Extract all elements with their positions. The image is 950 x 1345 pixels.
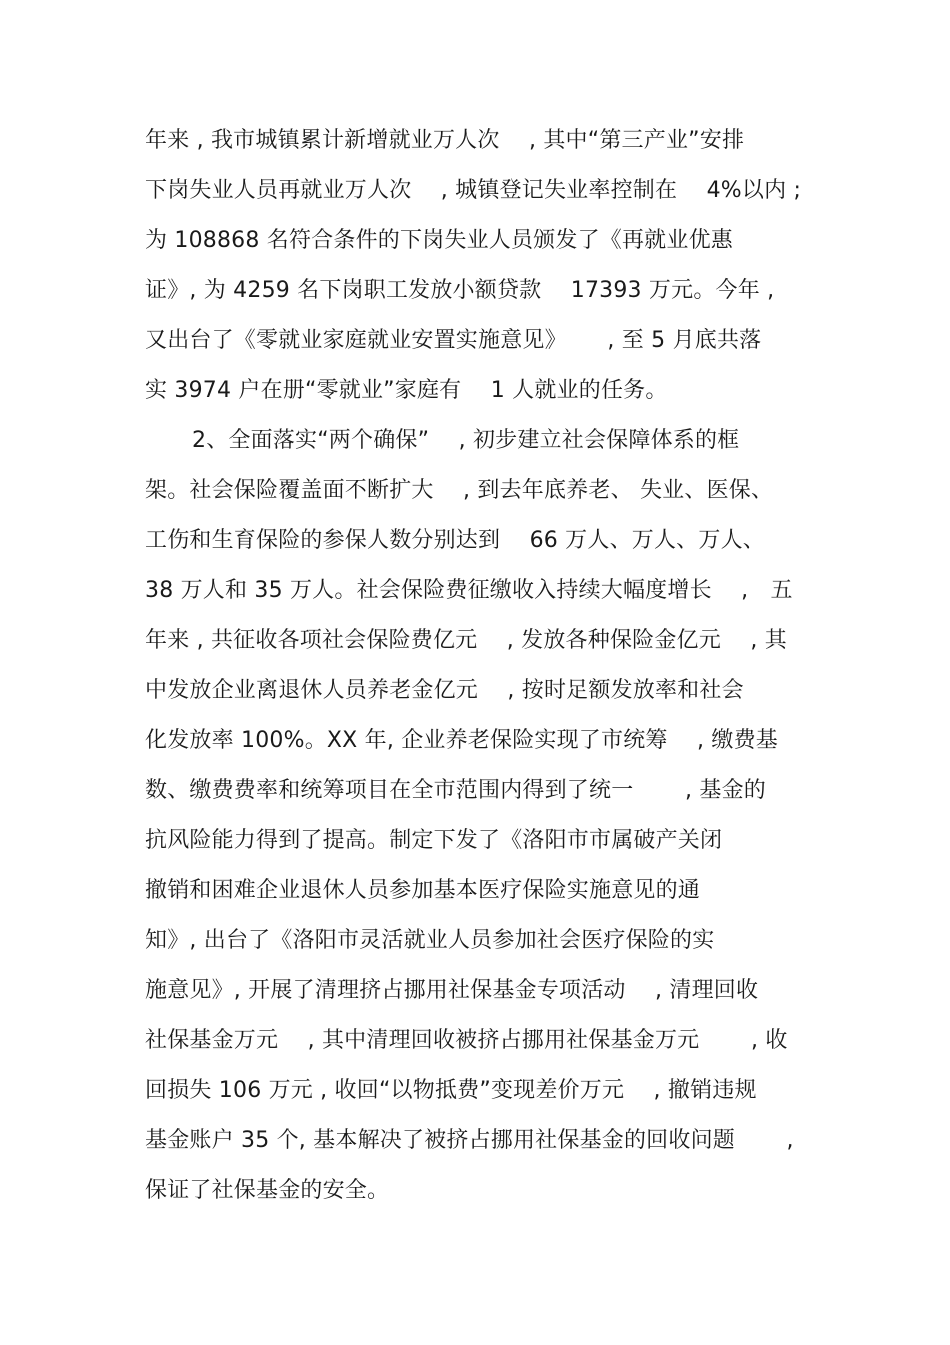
paragraph-line: 保证了社保基金的安全。 bbox=[145, 1178, 390, 1203]
paragraph-line: 抗风险能力得到了提高。制定下发了《洛阳市市属破产关闭 bbox=[145, 828, 723, 853]
paragraph-line: 工伤和生育保险的参保人数分别达到 66 万人、万人、万人、 bbox=[145, 528, 765, 553]
paragraph-line: 中发放企业离退休人员养老金亿元 , 按时足额发放率和社会 bbox=[145, 678, 744, 703]
section-heading-line: 2、全面落实“两个确保” , 初步建立社会保障体系的框 bbox=[192, 428, 740, 453]
paragraph-line: 年来 , 我市城镇累计新增就业万人次 , 其中“第三产业”安排 bbox=[145, 128, 745, 153]
paragraph-line: 证》, 为 4259 名下岗职工发放小额贷款 17393 万元。今年 , bbox=[145, 278, 775, 303]
paragraph-line: 撤销和困难企业退休人员参加基本医疗保险实施意见的通 bbox=[145, 878, 701, 903]
paragraph-line: 基金账户 35 个, 基本解决了被挤占挪用社保基金的回收问题 , bbox=[145, 1128, 794, 1153]
paragraph-line: 实 3974 户在册“零就业”家庭有 1 人就业的任务。 bbox=[145, 378, 668, 403]
paragraph-line: 回损失 106 万元 , 收回“以物抵费”变现差价万元 , 撤销违规 bbox=[145, 1078, 757, 1103]
paragraph-line: 下岗失业人员再就业万人次 , 城镇登记失业率控制在 4%以内 ; bbox=[145, 178, 802, 203]
paragraph-line: 化发放率 100%。XX 年, 企业养老保险实现了市统筹 , 缴费基 bbox=[145, 728, 778, 753]
paragraph-line: 年来 , 共征收各项社会保险费亿元 , 发放各种保险金亿元 , 其 bbox=[145, 628, 787, 653]
paragraph-line: 数、缴费费率和统筹项目在全市范围内得到了统一 , 基金的 bbox=[145, 778, 766, 803]
paragraph-line: 施意见》, 开展了清理挤占挪用社保基金专项活动 , 清理回收 bbox=[145, 978, 759, 1003]
paragraph-line: 又出台了《零就业家庭就业安置实施意见》 , 至 5 月底共落 bbox=[145, 328, 762, 353]
paragraph-line: 架。社会保险覆盖面不断扩大 , 到去年底养老、 失业、医保、 bbox=[145, 478, 774, 503]
paragraph-line: 社保基金万元 , 其中清理回收被挤占挪用社保基金万元 , 收 bbox=[145, 1028, 788, 1053]
paragraph-line: 38 万人和 35 万人。社会保险费征缴收入持续大幅度增长 , 五 bbox=[145, 578, 793, 603]
paragraph-line: 为 108868 名符合条件的下岗失业人员颁发了《再就业优惠 bbox=[145, 228, 733, 253]
paragraph-line: 知》, 出台了《洛阳市灵活就业人员参加社会医疗保险的实 bbox=[145, 928, 715, 953]
